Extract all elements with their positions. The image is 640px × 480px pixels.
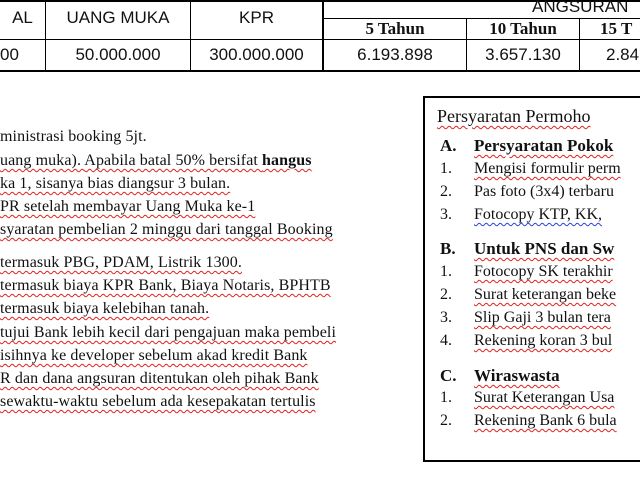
- note-emphasis: hangus: [262, 152, 312, 169]
- list-item: Rekening Bank 6 bula: [474, 412, 617, 429]
- table-cell: 00: [0, 45, 19, 64]
- header-10-tahun: 10 Tahun: [489, 19, 557, 38]
- list-number: 3.: [440, 206, 452, 223]
- list-number: 2.: [440, 412, 452, 429]
- header-15-tahun: 15 T: [600, 19, 633, 38]
- note-line: PR setelah membayar Uang Muka ke-1: [0, 198, 256, 215]
- list-number: 2.: [440, 183, 452, 200]
- note-line: ka 1, sisanya bias diangsur 3 bulan.: [0, 175, 231, 192]
- section-letter: A.: [440, 136, 457, 155]
- note-line: R dan dana angsuran ditentukan oleh pihak Bank: [0, 370, 319, 387]
- cell-kpr: 300.000.000: [209, 45, 304, 64]
- list-item: Rekening koran 3 bul: [474, 332, 613, 349]
- header-uang-muka: UANG MUKA: [66, 8, 170, 27]
- list-number: 2.: [440, 286, 452, 303]
- list-item: Mengisi formulir perm: [474, 160, 621, 177]
- section-letter: C.: [440, 366, 457, 385]
- list-number: 1.: [440, 389, 452, 406]
- box-title: Persyaratan Permoho: [437, 106, 591, 126]
- header-kpr: KPR: [239, 8, 274, 27]
- section-title: Persyaratan Pokok: [474, 136, 614, 155]
- note-line: [0, 152, 312, 170]
- header-angsuran: ANGSURAN: [532, 0, 629, 16]
- header-5-tahun: 5 Tahun: [365, 19, 425, 38]
- note-text: uang muka).: [0, 152, 85, 169]
- list-item: Fotocopy KTP, KK,: [474, 206, 603, 223]
- list-item-text: Pas foto (3x4) terbaru: [474, 183, 614, 200]
- note-line: termasuk biaya kelebihan tanah.: [0, 300, 210, 317]
- list-number: 3.: [440, 309, 452, 326]
- note-line: syaratan pembelian 2 minggu dari tanggal Booking: [0, 221, 333, 238]
- header-cell: AL: [12, 8, 33, 27]
- section-title: Untuk PNS dan Sw: [474, 239, 615, 258]
- cell-uang-muka: 50.000.000: [75, 45, 161, 64]
- note-line: tujui Bank lebih kecil dari pengajuan maka pembeli: [0, 324, 337, 341]
- list-item: Fotocopy SK terakhir: [474, 263, 613, 280]
- note-line: isihnya ke developer sebelum akad kredit Bank: [0, 347, 308, 364]
- cell-5-tahun: 6.193.898: [357, 45, 433, 64]
- list-item: Slip Gaji 3 bulan tera: [474, 309, 611, 326]
- section-letter: B.: [440, 239, 456, 258]
- list-number: 1.: [440, 263, 452, 280]
- list-number: 1.: [440, 160, 452, 177]
- header-row-border: [0, 39, 640, 40]
- section-title: Wiraswasta: [474, 366, 560, 385]
- list-item: Surat Keterangan Usa: [474, 389, 615, 406]
- note-line: ministrasi booking 5jt.: [0, 128, 147, 145]
- list-number: 4.: [440, 332, 452, 349]
- list-item: Surat keterangan beke: [474, 286, 617, 303]
- note-line: termasuk biaya KPR Bank, Biaya Notaris, BPHTB: [0, 277, 331, 294]
- list-item: [474, 183, 614, 201]
- note-line: termasuk PBG, PDAM, Listrik 1300.: [0, 254, 242, 271]
- cell-10-tahun: 3.657.130: [485, 45, 561, 64]
- table-bottom-border: [0, 70, 640, 72]
- cell-15-tahun: 2.84: [606, 45, 640, 64]
- note-text: Apabila batal 50% bersifat: [84, 152, 263, 169]
- note-line: sewaktu-waktu sebelum ada kesepakatan tertulis: [0, 393, 316, 410]
